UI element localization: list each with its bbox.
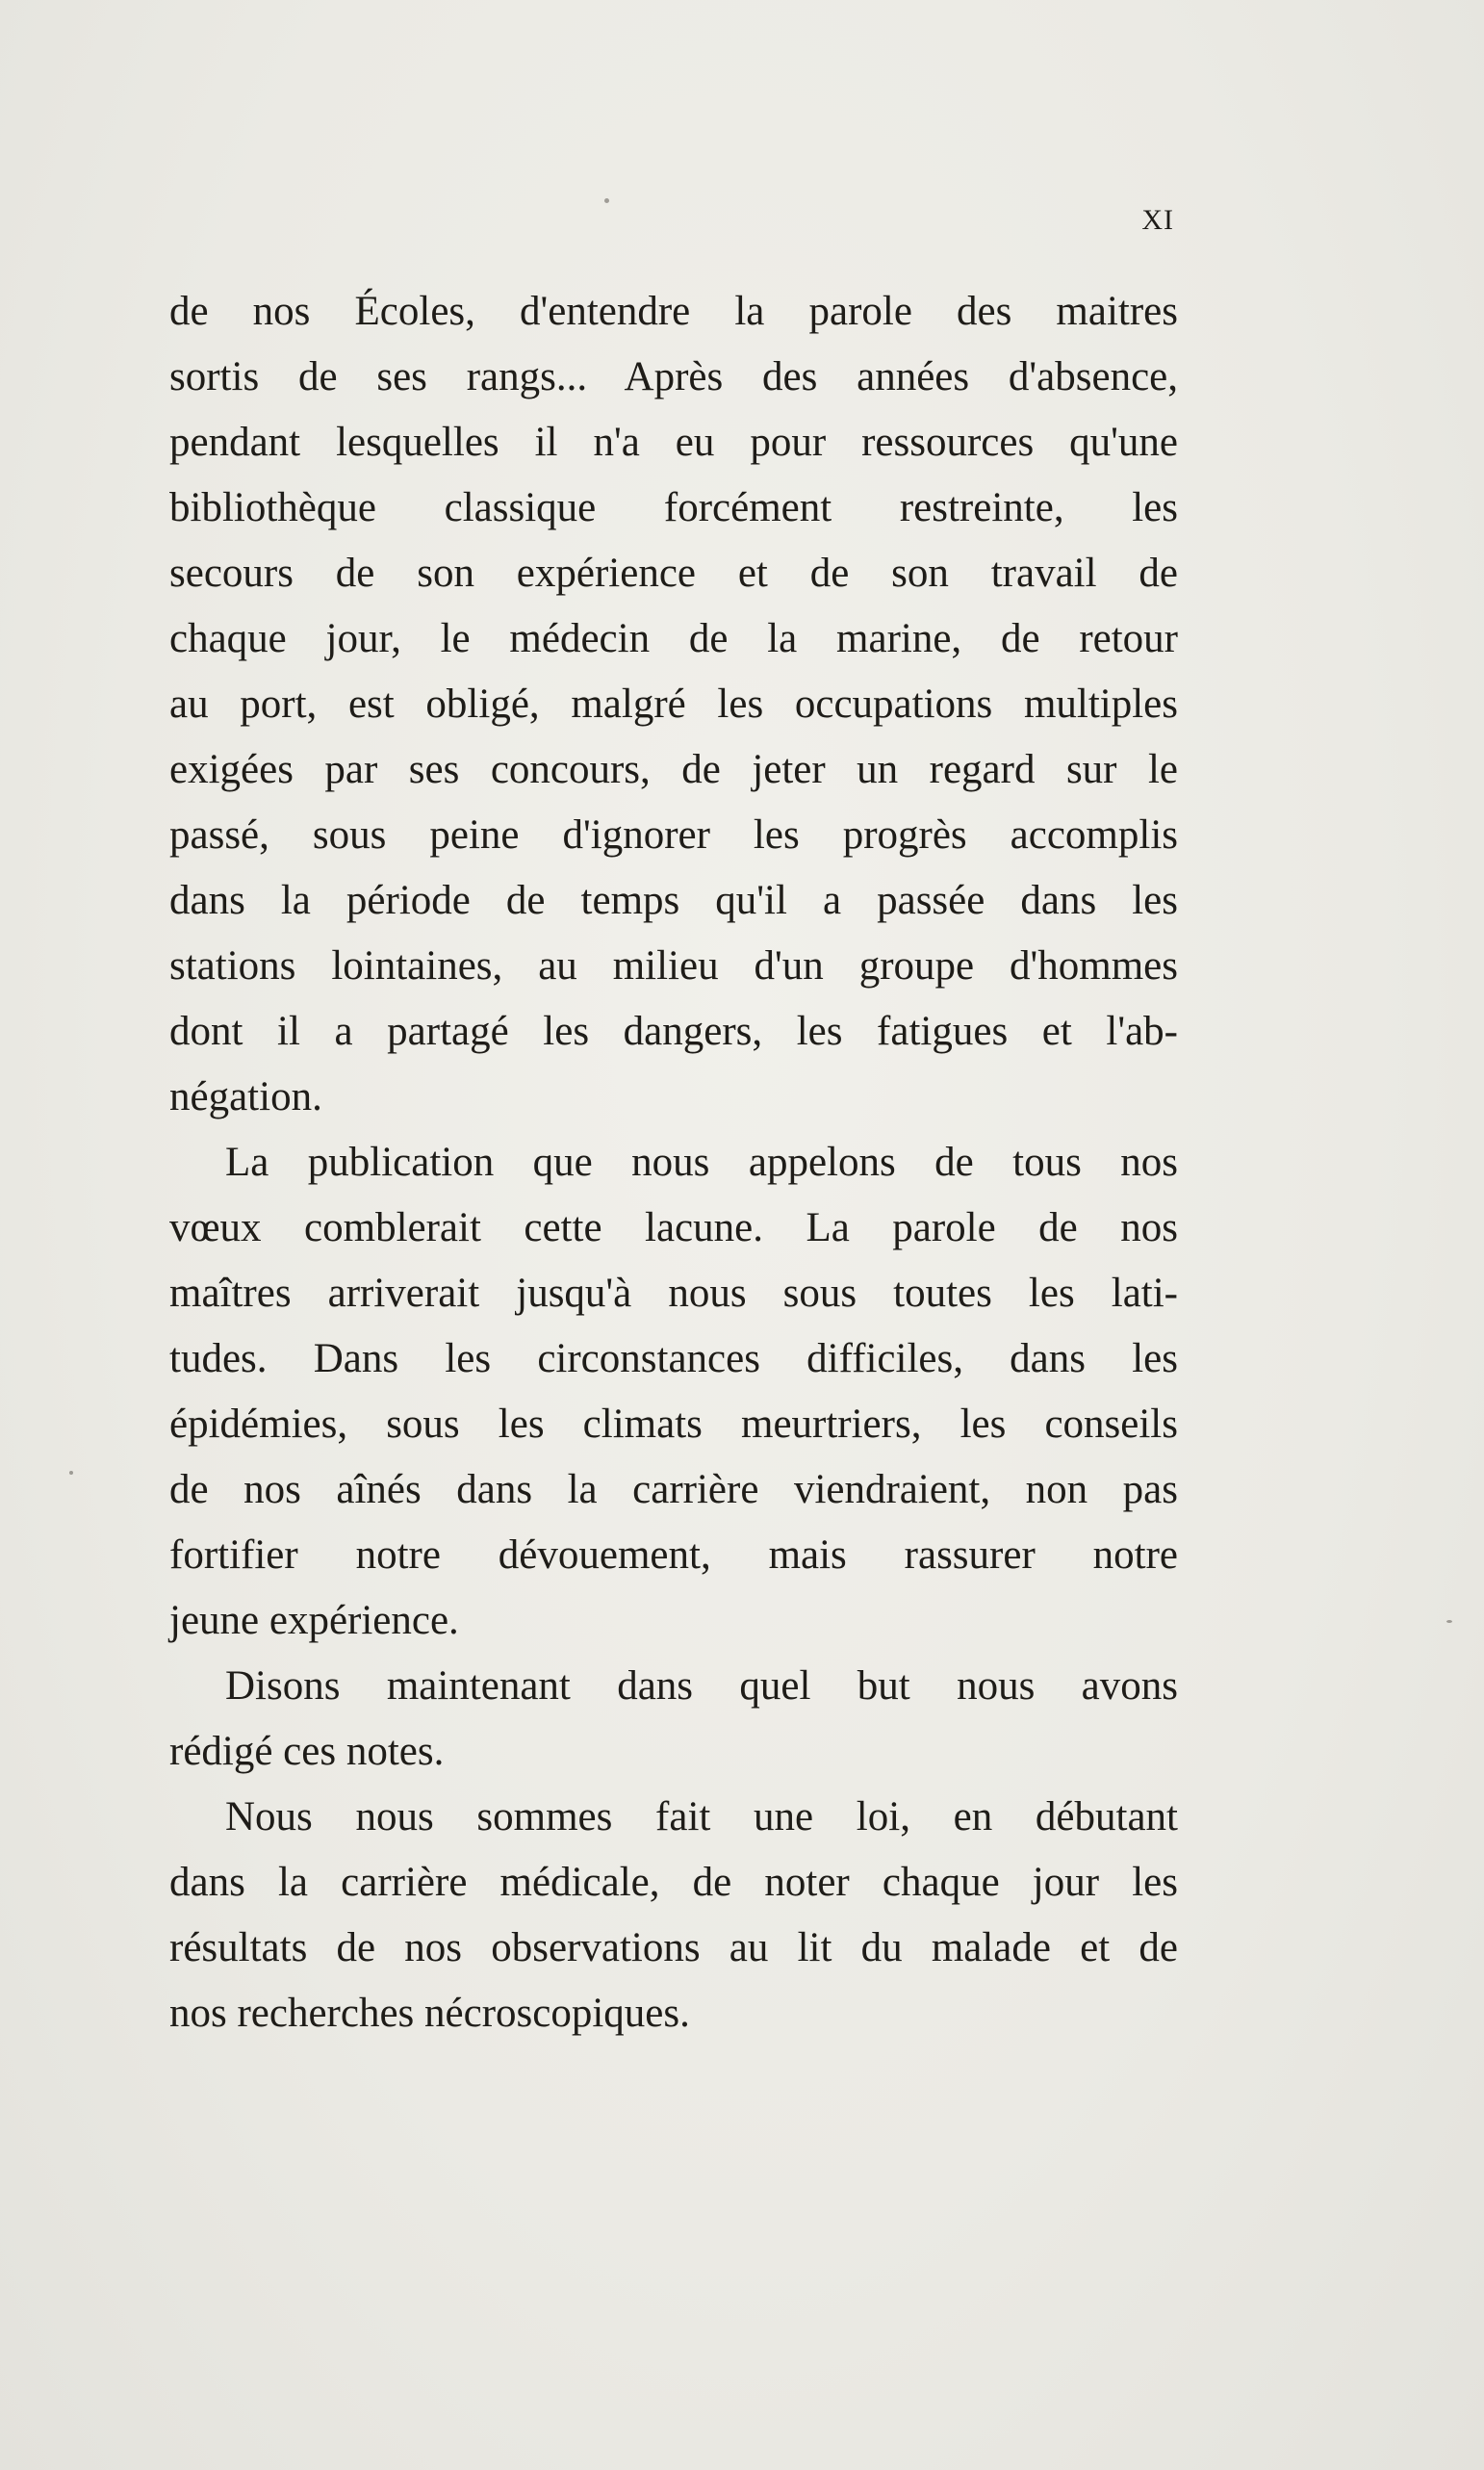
text-line: Nous nous sommes fait une loi, en débutant <box>225 1794 1178 1840</box>
text-line: rédigé ces notes. <box>169 1729 445 1774</box>
text-line: nos recherches nécroscopiques. <box>169 1991 690 2036</box>
text-line: maîtres arriverait jusqu'à nous sous toutes les lati- <box>169 1271 1178 1316</box>
text-line: épidémies, sous les climats meurtriers, les conseils <box>169 1402 1178 1447</box>
text-line: stations lointaines, au milieu d'un groupe d'hommes <box>169 943 1178 989</box>
text-line: de nos Écoles, d'entendre la parole des maitres <box>169 289 1178 334</box>
paragraph-2 <box>169 1130 1178 1654</box>
ink-speck <box>69 1471 73 1475</box>
page-number: XI <box>1141 204 1174 236</box>
ink-speck <box>604 198 609 203</box>
paragraph-4 <box>169 1785 1178 2046</box>
text-line: Disons maintenant dans quel but nous avons <box>225 1663 1178 1709</box>
text-line: au port, est obligé, malgré les occupations multiples <box>169 682 1178 727</box>
paragraph-1 <box>169 279 1178 1130</box>
text-line: jeune expérience. <box>169 1598 459 1643</box>
text-line: La publication que nous appelons de tous nos <box>225 1140 1178 1185</box>
text-line: chaque jour, le médecin de la marine, de retour <box>169 616 1178 661</box>
text-line: dans la carrière médicale, de noter chaque jour les <box>169 1860 1178 1905</box>
text-line: bibliothèque classique forcément restreinte, les <box>169 485 1178 530</box>
text-line: secours de son expérience et de son travail de <box>169 551 1178 596</box>
text-line: sortis de ses rangs... Après des années d'absence, <box>169 354 1178 399</box>
body-text <box>169 279 1178 2046</box>
text-line: fortifier notre dévouement, mais rassurer notre <box>169 1532 1178 1578</box>
paragraph-3 <box>169 1654 1178 1785</box>
text-line: passé, sous peine d'ignorer les progrès accomplis <box>169 812 1178 858</box>
text-line: dont il a partagé les dangers, les fatigues et l'ab- <box>169 1009 1178 1054</box>
text-line: de nos aînés dans la carrière viendraient, non pas <box>169 1467 1178 1512</box>
text-line: vœux comblerait cette lacune. La parole de nos <box>169 1205 1178 1250</box>
text-line: négation. <box>169 1074 322 1119</box>
text-line: résultats de nos observations au lit du malade et de <box>169 1925 1178 1970</box>
text-line: pendant lesquelles il n'a eu pour ressources qu'une <box>169 420 1178 465</box>
ink-speck <box>1446 1620 1452 1623</box>
text-line: dans la période de temps qu'il a passée dans les <box>169 878 1178 923</box>
text-line: exigées par ses concours, de jeter un regard sur le <box>169 747 1178 792</box>
text-line: tudes. Dans les circonstances difficiles, dans les <box>169 1336 1178 1381</box>
